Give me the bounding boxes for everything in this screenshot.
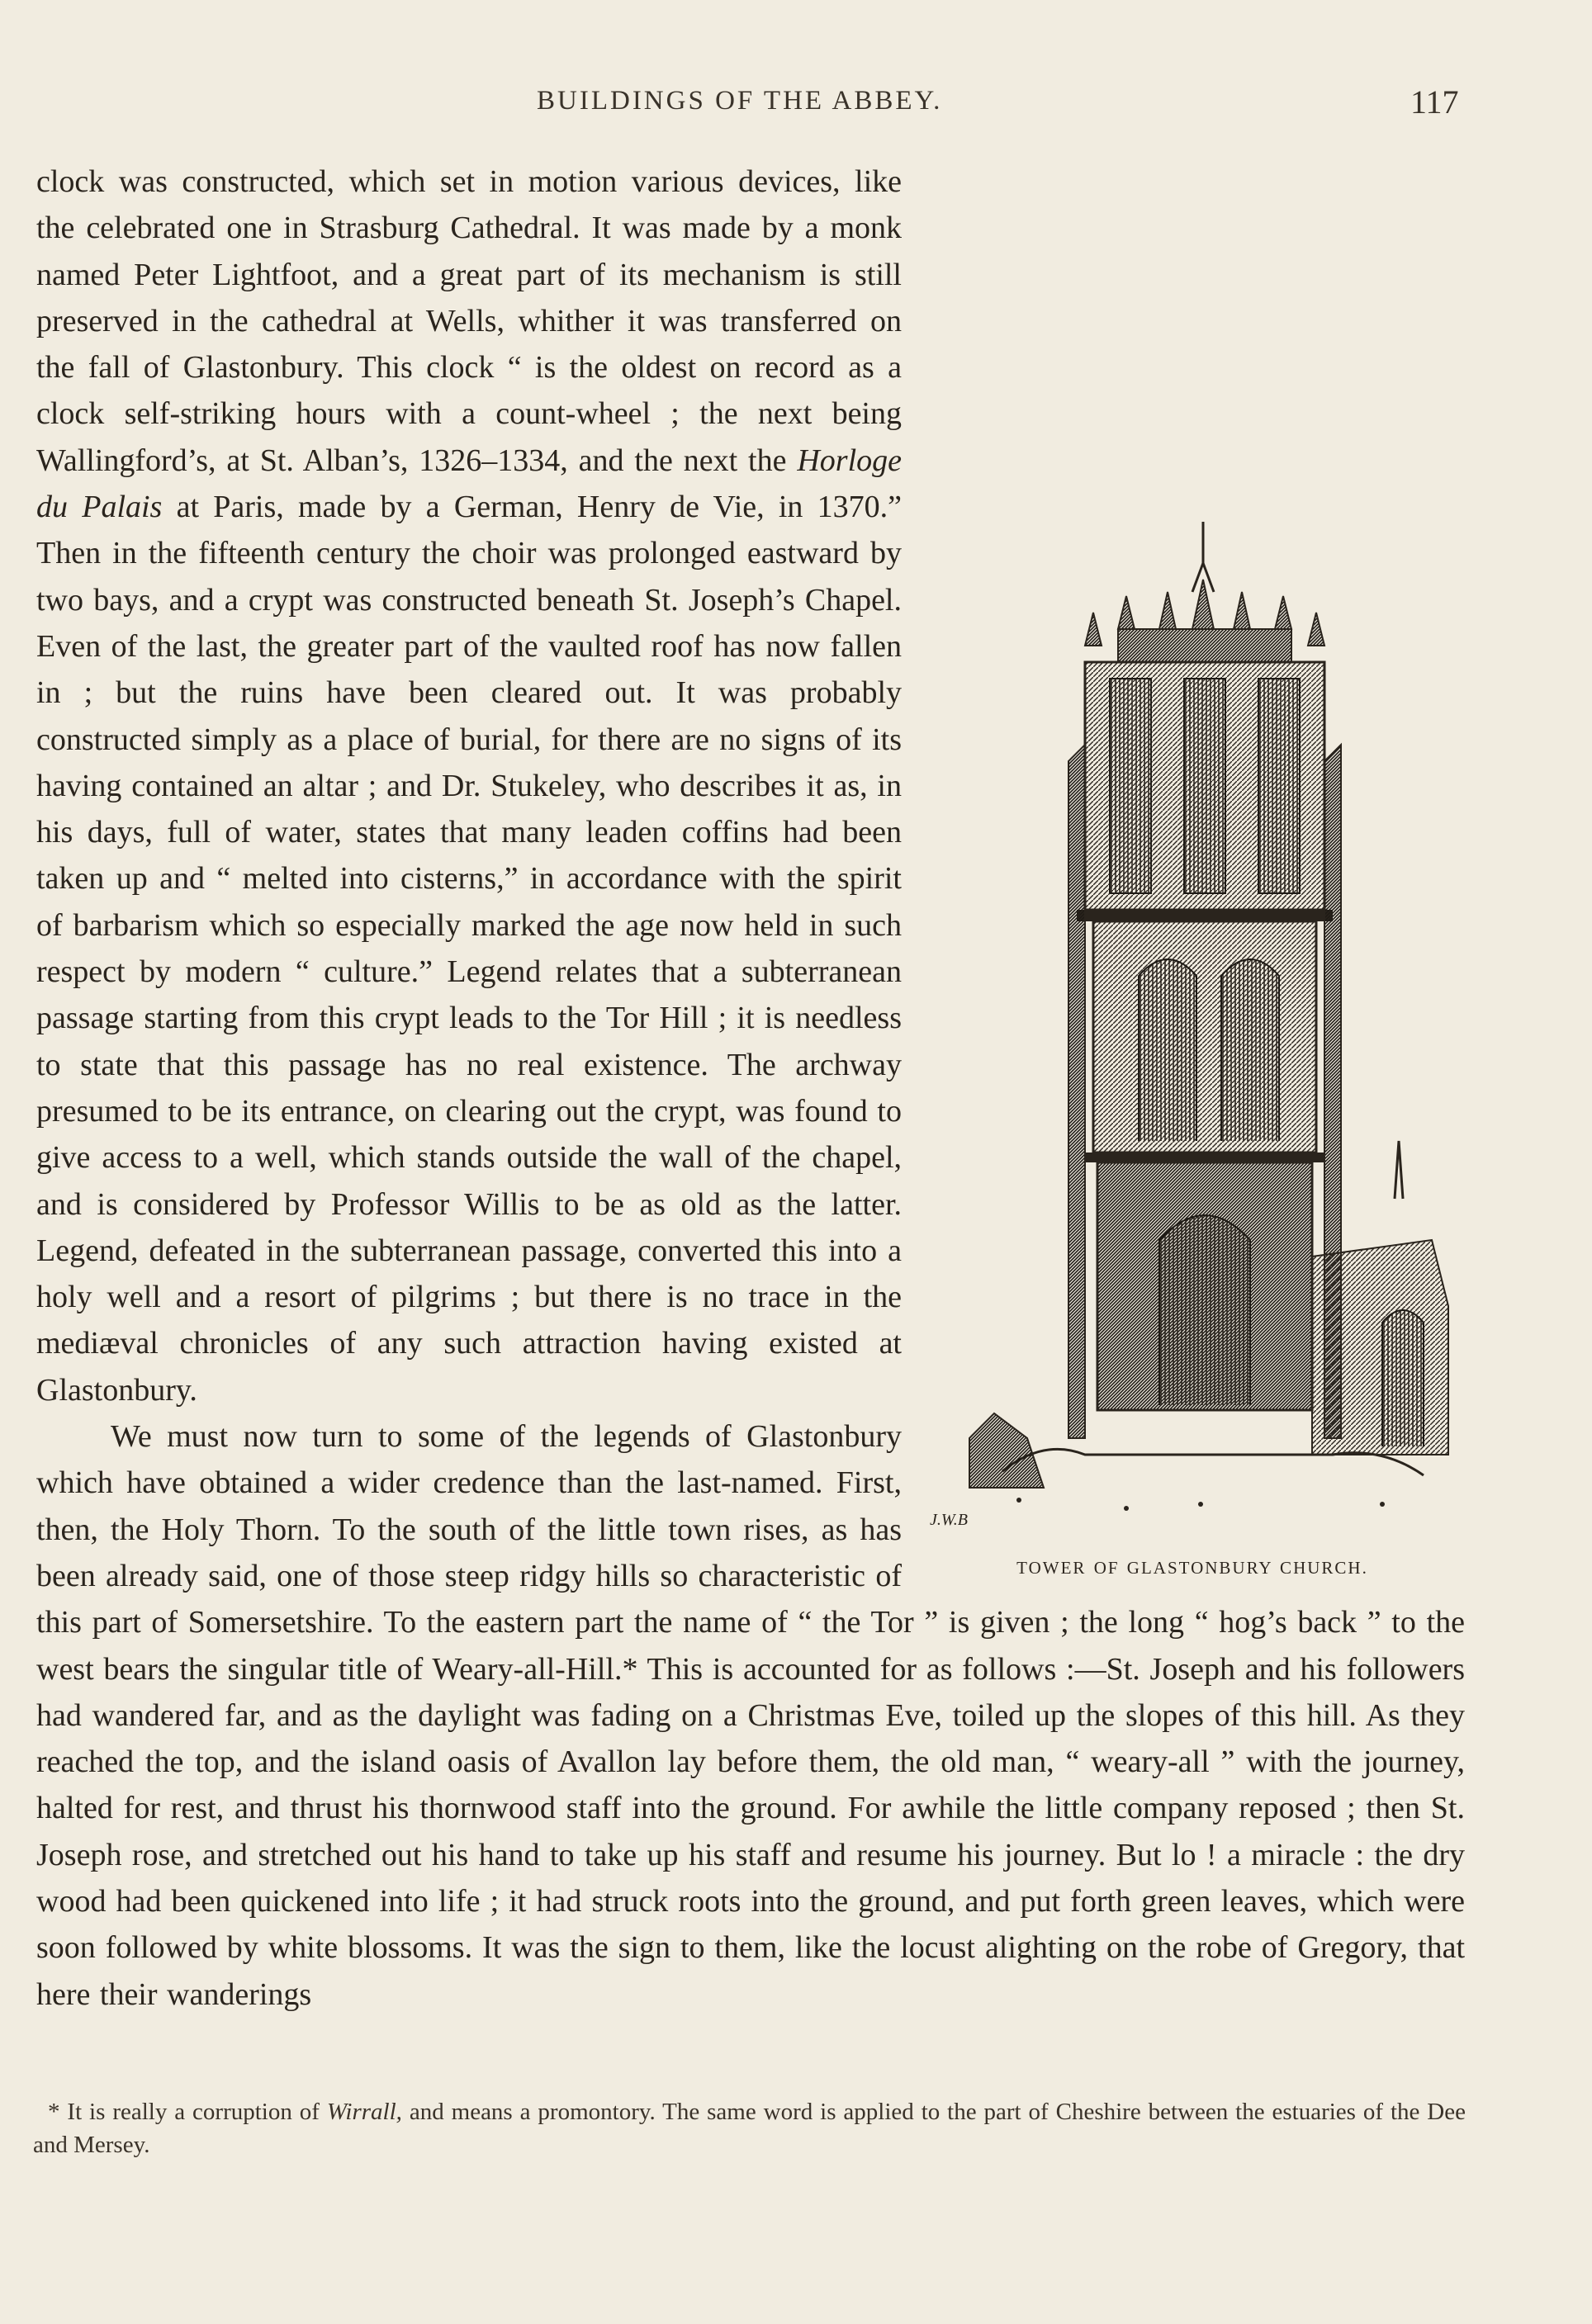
footnote <box>33 2095 1466 2161</box>
running-head <box>0 83 1592 132</box>
paragraph-1-italic: Horloge du Palais <box>36 443 902 525</box>
figure-caption: TOWER OF GLASTONBURY CHURCH. <box>1016 1557 1368 1578</box>
footnote-text-b: and means a promontory. The same word is applied to the part of Cheshire between the estuaries of the Dee and Mersey. <box>33 2099 1466 2158</box>
paragraph-1-text-b: at Paris, made by a German, Henry de Vie, in 1370.” Then in the fifteenth century the choir was prolonged eastward by two bays, and a crypt was constructed beneath St. Joseph’s Chapel. Even of the last, the greater part of the vaulted roof has now fallen in ; but the ruins have been cleared out. It was probably constructed simply as a place of burial, for there are no signs of its having contained an altar ; and Dr. Stukeley, who describes it as, in his days, full of water, states that many leaden coffins had been taken up and “ melted into cisterns,” in accordance with the spirit of barbarism which so especially marked the age now held in such respect by modern “ culture.” Legend relates that a subterranean passage starting from this crypt leads to the Tor Hill ; it is needless to state that this passage has no real existence. The archway presumed to be its entrance, on clearing out the crypt, was found to give access to a well, which stands outside the wall of the chapel, and is considered by Professor Willis to be as old as the latter. Legend, defeated in the subterranean passage, converted this into a holy well and a resort of pilgrims ; but there is no trace in the mediæval chronicles of any such attraction having existed at Glastonbury. <box>36 490 902 1408</box>
page-number: 117 <box>1410 83 1459 121</box>
body-text <box>36 159 1465 2018</box>
footnote-italic: Wirrall, <box>326 2099 402 2125</box>
footnote-marker: * <box>48 2099 60 2125</box>
running-title: BUILDINGS OF THE ABBEY. <box>537 86 943 116</box>
church-tower-icon <box>920 514 1465 1537</box>
footnote-text-a: It is really a corruption of <box>59 2099 327 2125</box>
paragraph-2: We must now turn to some of the legends of Glastonbury which have obtained a wider credence than the last-named. First, then, the Holy Thorn. To the south of the little town rises, as has been already said, one of those steep ridgy hills so characteristic of this part of Somersetshire. To the eastern part the name of “ the Tor ” is given ; the long “ hog’s back ” to the west bears the singular title of Weary-all-Hill.* This is accounted for as follows :—St. Joseph and his followers had wandered far, and as the daylight was fading on a Christmas Eve, toiled up the slopes of this hill. As they reached the top, and the island oasis of Avallon lay before them, the old man, “ weary-all ” with the journey, halted for rest, and thrust his thornwood staff into the ground. For awhile the little company reposed ; then St. Joseph rose, and stretched out his hand to take up his staff and resume his journey. But lo ! a miracle : the dry wood had been quickened into life ; it had struck roots into the ground, and put forth green leaves, which were soon followed by white blossoms. It was the sign to them, like the locust alighting on the robe of Gregory, that here their wanderings <box>36 1419 1465 2012</box>
paragraph-1-text-a: clock was constructed, which set in motion various devices, like the celebrated one in Strasburg Cathedral. It was made by a monk named Peter Lightfoot, and a great part of its mechanism is still preserved in the cathedral at Wells, whither it was transferred on the fall of Glastonbury. This clock “ is the oldest on record as a clock self-striking hours with a count-wheel ; the next being Wallingford’s, at St. Alban’s, 1326–1334, and the next the <box>36 164 902 478</box>
artist-signature: J.W.B <box>930 1511 968 1529</box>
tower-illustration <box>920 514 1465 1591</box>
